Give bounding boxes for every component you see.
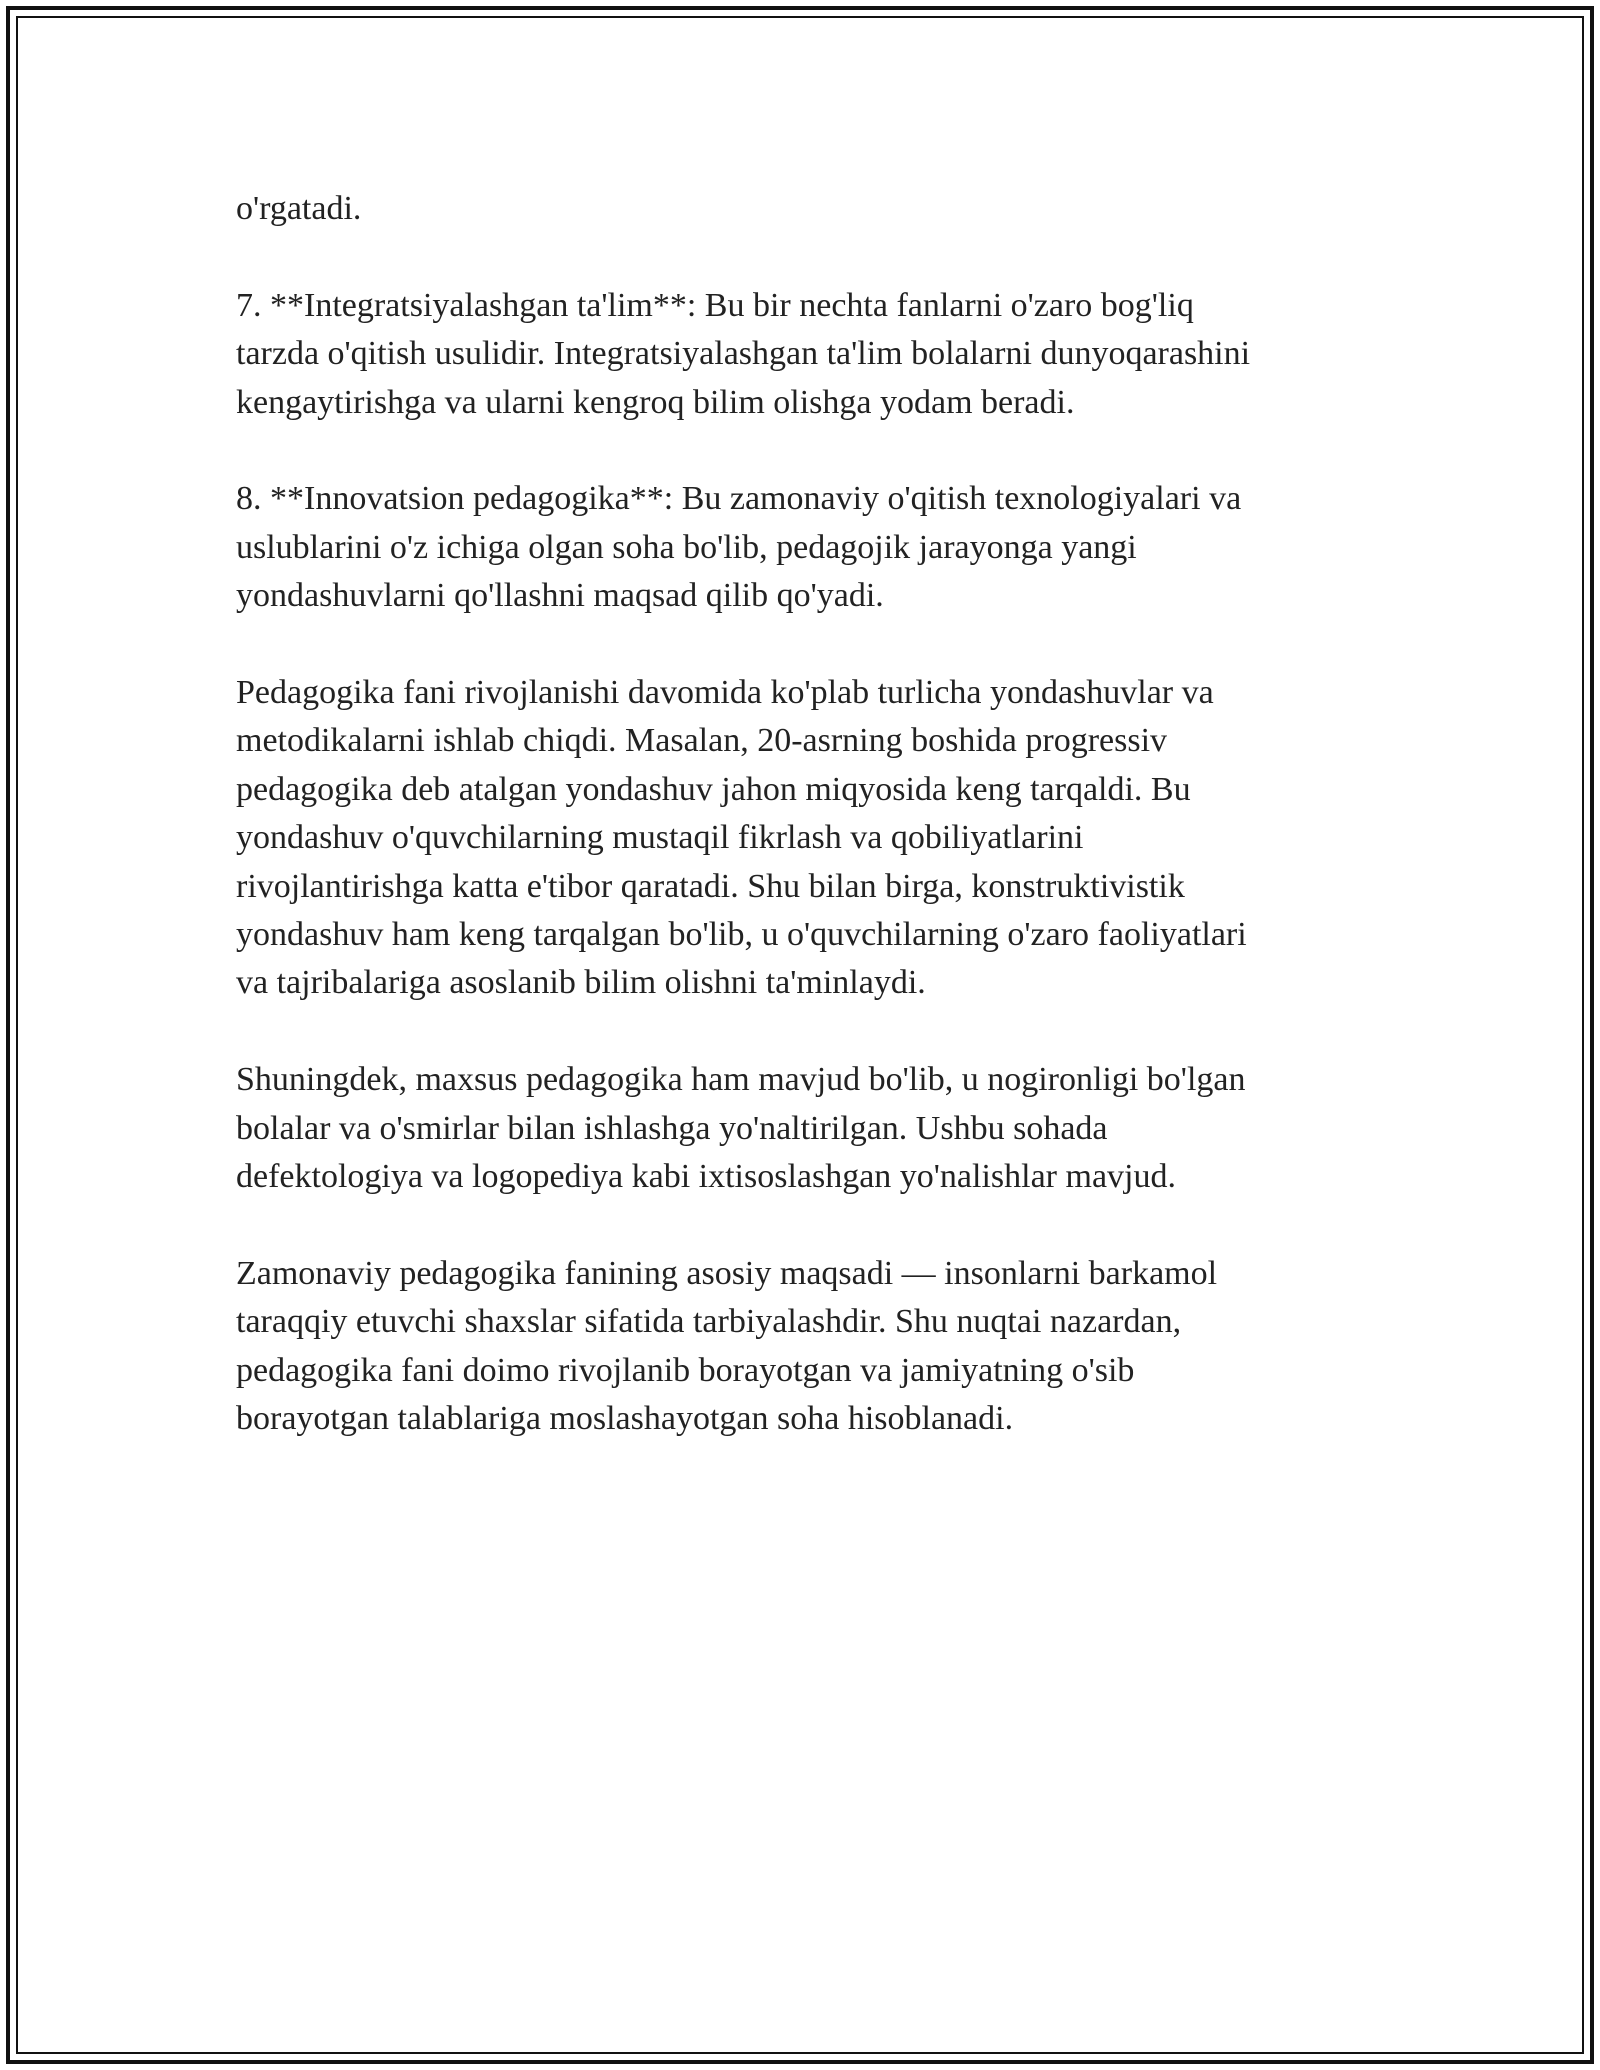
document-body	[236, 185, 1376, 1492]
paragraph-pedagogy-development: Pedagogika fani rivojlanishi davomida ko'plab turlicha yondashuvlar va metodikalarni ishlab chiqdi. Masalan, 20-asrning boshida progressiv pedagogika deb atalgan yondashuv jahon miqyosida keng tarqaldi. Bu yondashuv o'quvchilarning mustaqil fikrlash va qobiliyatlarini rivojlantirishga katta e'tibor qaratadi. Shu bilan birga, konstruktivistik yondashuv ham keng tarqalgan bo'lib, u o'quvchilarning o'zaro faoliyatlari va tajribalariga asoslanib bilim olishni ta'minlaydi.	[236, 674, 1247, 1002]
paragraph-modern-pedagogy-goal: Zamonaviy pedagogika fanining asosiy maqsadi — insonlarni barkamol taraqqiy etuvchi shaxslar sifatida tarbiyalashdir. Shu nuqtai nazardan, pedagogika fani doimo rivojlanib borayotgan va jamiyatning o'sib borayotgan talablariga moslashayotgan soha hisoblanadi.	[236, 1254, 1218, 1438]
paragraph-special-pedagogy: Shuningdek, maxsus pedagogika ham mavjud bo'lib, u nogironligi bo'lgan bolalar va o'smirlar bilan ishlashga yo'naltirilgan. Ushbu sohada defektologiya va logopediya kabi ixtisoslashgan yo'nalishlar mavjud.	[236, 1061, 1246, 1196]
paragraph-continuation: o'rgatadi.	[236, 190, 362, 227]
paragraph-integrated-education: 7. **Integratsiyalashgan ta'lim**: Bu bir nechta fanlarni o'zaro bog'liq tarzda o'qitish usulidir. Integratsiyalashgan ta'lim bolalarni dunyoqarashini kengaytirishga va ularni kengroq bilim olishga yodam beradi.	[236, 286, 1251, 421]
paragraph-innovative-pedagogy: 8. **Innovatsion pedagogika**: Bu zamonaviy o'qitish texnologiyalari va uslublarini o'z ichiga olgan soha bo'lib, pedagojik jarayonga yangi yondashuvlarni qo'llashni maqsad qilib qo'yadi.	[236, 480, 1242, 615]
